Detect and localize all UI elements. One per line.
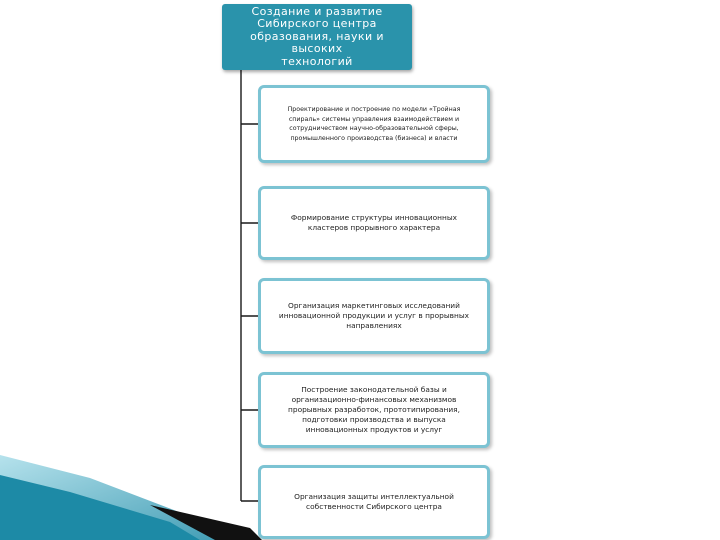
root-node: Создание и развитие Сибирского центра образования, науки и высоких технологий [222, 4, 412, 70]
child-node-marketing-research: Организация маркетинговых исследований инновационной продукции и услуг в прорывных направлениях [258, 278, 490, 354]
child-node-ip-protection: Организация защиты интеллектуальной собственности Сибирского центра [258, 465, 490, 539]
child-node-triple-helix: Проектирование и построение по модели «Тройная спираль» системы управления взаимодействием и сотрудничеством научно-образовательной сферы, промышленного производства (бизнеса) и власти [258, 85, 490, 163]
child-node-innovation-clusters: Формирование структуры инновационных кластеров прорывного характера [258, 186, 490, 260]
child-node-legislative-base: Построение законодательной базы и организационно-финансовых механизмов прорывных разработок, прототипирования, подготовки производства и выпуска инновационных продуктов и услуг [258, 372, 490, 448]
